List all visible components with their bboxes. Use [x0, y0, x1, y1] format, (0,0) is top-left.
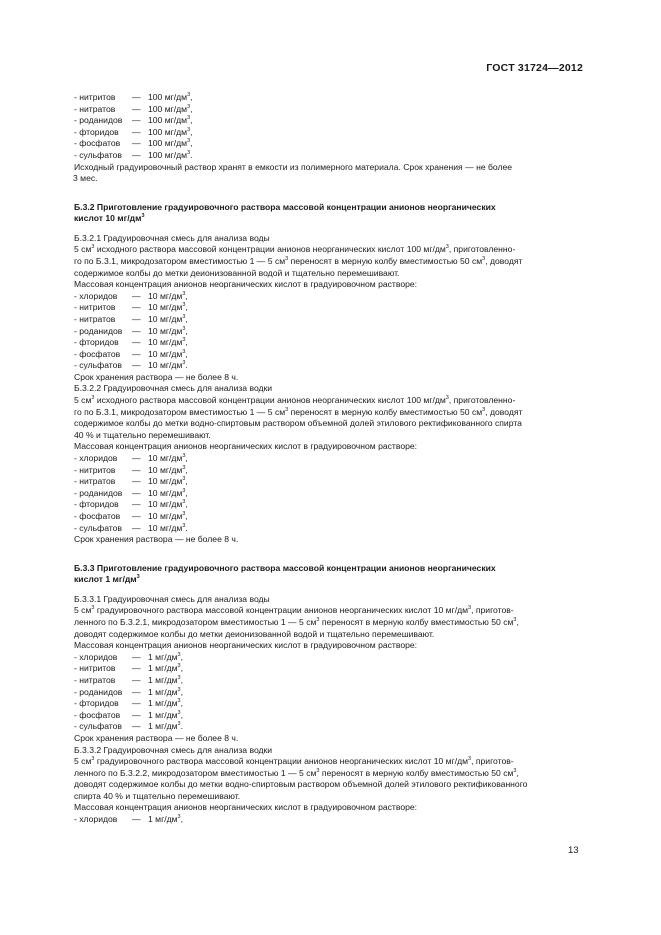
list-item-unit-exponent: 3 [177, 674, 181, 681]
list-item-value: 10 мг/дм [148, 511, 183, 521]
list-item-value: 100 мг/дм [148, 115, 188, 126]
list-item-punctuation: , [190, 138, 193, 149]
list-item-dash: — [132, 325, 141, 336]
list-item-unit-exponent: 3 [182, 302, 186, 309]
list-item [74, 687, 584, 699]
list-item-unit-exponent: 3 [182, 313, 186, 320]
list-item-anion: - фторидов [74, 126, 119, 137]
list-item-dash: — [132, 290, 141, 301]
paragraph-b331-line1: 5 $см^3$ градуировочного раствора массовой концентрации анионов неорганических кислот 10 $мг/дм^3$, приготов- [74, 605, 514, 616]
concentration-list-b321 [74, 291, 584, 372]
list-item [74, 337, 584, 349]
list-item-unit-exponent: 3 [187, 115, 191, 122]
list-item-punctuation: , [180, 709, 183, 720]
paragraph-b321-line1: 5 $см^3$ исходного раствора массовой концентрации анионов неорганических кислот 100 $мг/дм^3$, приготовленно- [74, 244, 516, 255]
list-item-punctuation: , [190, 126, 193, 137]
list-item-anion: - роданидов [74, 115, 123, 126]
list-item-anion: - нитратов [74, 476, 116, 487]
list-item-value: 10 мг/дм [148, 360, 183, 371]
paragraph-b322-line4: 40 % и тщательно перемешивают. [74, 429, 211, 440]
list-item-unit-exponent: 3 [182, 511, 186, 517]
list-item-value: 1 мг/дм [148, 651, 178, 662]
list-item-punctuation: , [185, 348, 188, 359]
list-item [74, 721, 584, 733]
list-item-punctuation: , [185, 313, 188, 324]
section-heading-b32: Б.3.2 Приготовление градуировочного раствора массовой концентрации анионов неорганических кислот 10 $мг/дм^3$ [74, 201, 496, 223]
intro-storage-line: Исходный градуировочный раствор хранят в емкости из полимерного материала. Срок хранения — не более [74, 161, 513, 172]
list-item-dash: — [132, 348, 141, 359]
list-item [74, 314, 584, 326]
list-item-anion: - сульфатов [74, 360, 122, 371]
list-item-dash: — [132, 814, 141, 825]
list-item-anion: - нитритов [74, 663, 116, 674]
subsection-title-b322: Б.3.2.2 Градуировочная смесь для анализа водки [74, 383, 273, 394]
list-item [74, 511, 584, 523]
list-item [74, 523, 584, 535]
list-item-value: 1 мг/дм [148, 674, 178, 685]
list-item [74, 652, 584, 664]
storage-note-b321: Срок хранения раствора — не более 8 ч. [74, 371, 239, 382]
subsection-title-b332: Б.3.3.2 Градуировочная смесь для анализа водки [74, 744, 273, 755]
list-item-anion: - фторидов [74, 499, 119, 510]
list-item-unit-exponent: 3 [177, 663, 181, 670]
list-item-anion: - нитритов [74, 92, 116, 102]
list-item-anion: - фосфатов [74, 348, 121, 359]
list-item-value: 10 мг/дм [148, 302, 183, 313]
list-item-dash: — [132, 674, 141, 685]
list-item-value: 100 мг/дм [148, 149, 188, 160]
list-item-value: 10 мг/дм [148, 325, 183, 336]
list-item [74, 302, 584, 314]
list-item-unit-exponent: 3 [177, 686, 181, 693]
storage-note-b322: Срок хранения раствора — не более 8 ч. [74, 534, 239, 545]
list-item-anion: - хлоридов [74, 814, 118, 825]
list-item [74, 499, 584, 511]
list-item-dash: — [132, 302, 141, 313]
list-item [74, 150, 584, 162]
list-item [74, 698, 584, 710]
list-item-dash: — [132, 663, 141, 674]
intro-storage-line-2: 3 мес. [73, 173, 98, 184]
concentration-intro-b332: Массовая концентрация анионов неорганических кислот в градуировочном растворе: [74, 802, 418, 813]
paragraph-b322-line1: 5 $см^3$ исходного раствора массовой концентрации анионов неорганических кислот 100 $мг/дм^3$, приготовленно- [74, 395, 516, 406]
list-item-value: 1 мг/дм [148, 663, 178, 674]
list-item-dash: — [132, 464, 141, 475]
list-item-anion: - сульфатов [74, 149, 122, 160]
list-item-anion: - хлоридов [74, 453, 118, 464]
list-item [74, 104, 584, 116]
list-item-value: 10 мг/дм [148, 487, 183, 498]
list-item-dash: — [132, 686, 141, 697]
list-item-unit-exponent: 3 [187, 149, 191, 156]
list-item-value: 1 мг/дм [148, 686, 178, 697]
concentration-intro-b331: Массовая концентрация анионов неорганических кислот в градуировочном растворе: [74, 640, 418, 651]
list-item-anion: - нитратов [74, 674, 116, 685]
paragraph-b332-line3: доводят содержимое колбы до метки водно-спиртовым раствором объемной долей этилового ректификованного [74, 779, 528, 790]
list-item [74, 465, 584, 477]
list-item-punctuation: , [185, 487, 188, 498]
list-item-dash: — [132, 522, 141, 533]
concentration-list-b331 [74, 652, 584, 733]
list-item-value: 10 мг/дм [148, 499, 183, 510]
list-item [74, 360, 584, 372]
list-item-dash: — [132, 476, 141, 487]
list-item-value: 10 мг/дм [148, 337, 183, 348]
paragraph-b322-line3: содержимое колбы до метки водно-спиртовым раствором объемной долей этилового ректификованного спирта [74, 418, 522, 429]
list-item-anion: - сульфатов [74, 522, 122, 533]
section-heading-b33: Б.3.3 Приготовление градуировочного раствора массовой концентрации анионов неорганических кислот 1 $мг/дм^3$ [74, 562, 496, 584]
list-item [74, 326, 584, 338]
list-item-punctuation: , [180, 663, 183, 674]
list-item-dash: — [132, 709, 141, 720]
list-item [74, 453, 584, 465]
list-item-unit-exponent: 3 [182, 453, 186, 460]
list-item-anion: - нитритов [74, 302, 116, 313]
paragraph-b331-line2: ленного по Б.3.2.1, микродозатором вместимостью 1 — 5 $см^3$ переносят в мерную колбу вместимостью 50 $см^3$, [74, 616, 519, 627]
list-item-dash: — [132, 149, 141, 160]
list-item-punctuation: , [185, 511, 188, 521]
list-item-dash: — [132, 313, 141, 324]
list-item-punctuation: , [185, 499, 188, 510]
subsection-title-b331: Б.3.3.1 Градуировочная смесь для анализа воды [74, 593, 270, 604]
list-item-dash: — [132, 92, 141, 102]
list-item-punctuation: , [190, 103, 193, 114]
list-item-value: 10 мг/дм [148, 522, 183, 533]
list-item [74, 92, 584, 104]
list-item-anion: - нитритов [74, 464, 116, 475]
list-item-anion: - роданидов [74, 487, 123, 498]
list-item-value: 1 мг/дм [148, 709, 178, 720]
list-item-punctuation: . [185, 522, 188, 533]
list-item-punctuation: , [180, 651, 183, 662]
list-item-value: 10 мг/дм [148, 313, 183, 324]
list-item-punctuation: , [185, 464, 188, 475]
list-item-punctuation: , [180, 674, 183, 685]
paragraph-b331-line3: доводят содержимое колбы до метки деионизованной водой и тщательно перемешивают. [74, 628, 435, 639]
list-item-unit-exponent: 3 [182, 522, 186, 529]
list-item-unit-exponent: 3 [177, 709, 181, 716]
paragraph-b332-line1: 5 $см^3$ градуировочного раствора массовой концентрации анионов неорганических кислот 10 $мг/дм^3$, приготов- [74, 756, 514, 767]
list-item-unit-exponent: 3 [177, 814, 181, 821]
intro-concentration-list [74, 92, 584, 162]
paragraph-b332-line2: ленного по Б.3.2.2, микродозатором вместимостью 1 — 5 $см^3$ переносят в мерную колбу вместимостью 50 $см^3$, [74, 767, 519, 778]
paragraph-b322-line2: го по Б.3.1, микродозатором вместимостью 1 — 5 $см^3$ переносят в мерную колбу вместимостью 50 $см^3$, доводят [74, 406, 523, 417]
list-item-punctuation: , [190, 115, 193, 126]
list-item-value: 1 мг/дм [148, 721, 178, 732]
list-item [74, 127, 584, 139]
list-item-anion: - фосфатов [74, 709, 121, 720]
concentration-intro-b321: Массовая концентрация анионов неорганических кислот в градуировочном растворе: [74, 279, 418, 290]
list-item-punctuation: , [185, 290, 188, 301]
paragraph-b321-line2: го по Б.3.1, микродозатором вместимостью 1 — 5 $см^3$ переносят в мерную колбу вместимостью 50 $см^3$, доводят [74, 255, 523, 266]
list-item-anion: - нитратов [74, 313, 116, 324]
list-item-unit-exponent: 3 [182, 487, 186, 494]
list-item-value: 10 мг/дм [148, 348, 183, 359]
list-item-punctuation: , [185, 476, 188, 487]
list-item [74, 488, 584, 500]
concentration-intro-b322: Массовая концентрация анионов неорганических кислот в градуировочном растворе: [74, 441, 418, 452]
list-item-punctuation: , [180, 814, 183, 825]
list-item-dash: — [132, 721, 141, 732]
list-item-punctuation: , [185, 325, 188, 336]
list-item [74, 349, 584, 361]
list-item-punctuation: . [190, 149, 193, 160]
list-item [74, 115, 584, 127]
list-item-anion: - фосфатов [74, 138, 121, 149]
list-item-unit-exponent: 3 [182, 476, 186, 483]
list-item-anion: - фторидов [74, 337, 119, 348]
list-item-value: 1 мг/дм [148, 814, 178, 825]
page-number: 13 [568, 845, 579, 856]
list-item-anion: - фосфатов [74, 511, 121, 521]
list-item-value: 100 мг/дм [148, 126, 188, 137]
list-item-value: 10 мг/дм [148, 464, 183, 475]
list-item-dash: — [132, 103, 141, 114]
list-item-unit-exponent: 3 [182, 325, 186, 332]
list-item-unit-exponent: 3 [182, 360, 186, 367]
list-item-anion: - роданидов [74, 686, 123, 697]
list-item-punctuation: , [185, 302, 188, 313]
concentration-list-b332 [74, 814, 584, 826]
list-item [74, 291, 584, 303]
list-item-unit-exponent: 3 [177, 651, 181, 658]
list-item-unit-exponent: 3 [177, 721, 181, 728]
list-item-dash: — [132, 651, 141, 662]
list-item-unit-exponent: 3 [187, 126, 191, 133]
list-item-unit-exponent: 3 [182, 499, 186, 506]
list-item-dash: — [132, 511, 141, 521]
document-header: ГОСТ 31724—2012 [486, 62, 583, 74]
list-item-value: 10 мг/дм [148, 290, 183, 301]
list-item-punctuation: , [185, 453, 188, 464]
list-item [74, 476, 584, 488]
list-item-anion: - роданидов [74, 325, 123, 336]
list-item-unit-exponent: 3 [182, 464, 186, 471]
list-item-anion: - сульфатов [74, 721, 122, 732]
list-item-punctuation: . [180, 721, 183, 732]
list-item [74, 675, 584, 687]
list-item-punctuation: , [180, 698, 183, 709]
list-item-dash: — [132, 698, 141, 709]
list-item-punctuation: , [190, 92, 193, 102]
list-item-dash: — [132, 115, 141, 126]
list-item-value: 100 мг/дм [148, 103, 188, 114]
list-item [74, 138, 584, 150]
list-item-unit-exponent: 3 [177, 698, 181, 705]
concentration-list-b322 [74, 453, 584, 534]
list-item-anion: - фторидов [74, 698, 119, 709]
list-item-value: 10 мг/дм [148, 453, 183, 464]
list-item-unit-exponent: 3 [187, 92, 191, 98]
storage-note-b331: Срок хранения раствора — не более 8 ч. [74, 732, 239, 743]
list-item-dash: — [132, 337, 141, 348]
list-item [74, 710, 584, 722]
list-item-dash: — [132, 126, 141, 137]
list-item-punctuation: , [180, 686, 183, 697]
list-item-unit-exponent: 3 [187, 103, 191, 110]
list-item-value: 100 мг/дм [148, 138, 188, 149]
subsection-title-b321: Б.3.2.1 Градуировочная смесь для анализа воды [74, 232, 270, 243]
list-item-punctuation: . [185, 360, 188, 371]
list-item-dash: — [132, 360, 141, 371]
list-item-dash: — [132, 138, 141, 149]
list-item [74, 663, 584, 675]
list-item-value: 1 мг/дм [148, 698, 178, 709]
document-body [74, 92, 584, 826]
list-item-dash: — [132, 453, 141, 464]
paragraph-b321-line3: содержимое колбы до метки деионизованной водой и тщательно перемешивают. [74, 267, 400, 278]
list-item-unit-exponent: 3 [182, 337, 186, 344]
paragraph-b332-line4: спирта 40 % и тщательно перемешивают. [74, 790, 241, 801]
list-item-punctuation: , [185, 337, 188, 348]
list-item-dash: — [132, 487, 141, 498]
list-item-value: 10 мг/дм [148, 476, 183, 487]
list-item-unit-exponent: 3 [187, 138, 191, 145]
list-item-anion: - хлоридов [74, 651, 118, 662]
list-item [74, 814, 584, 826]
list-item-anion: - нитратов [74, 103, 116, 114]
list-item-unit-exponent: 3 [182, 290, 186, 297]
list-item-dash: — [132, 499, 141, 510]
list-item-value: 100 мг/дм [148, 92, 188, 102]
list-item-unit-exponent: 3 [182, 348, 186, 355]
list-item-anion: - хлоридов [74, 290, 118, 301]
